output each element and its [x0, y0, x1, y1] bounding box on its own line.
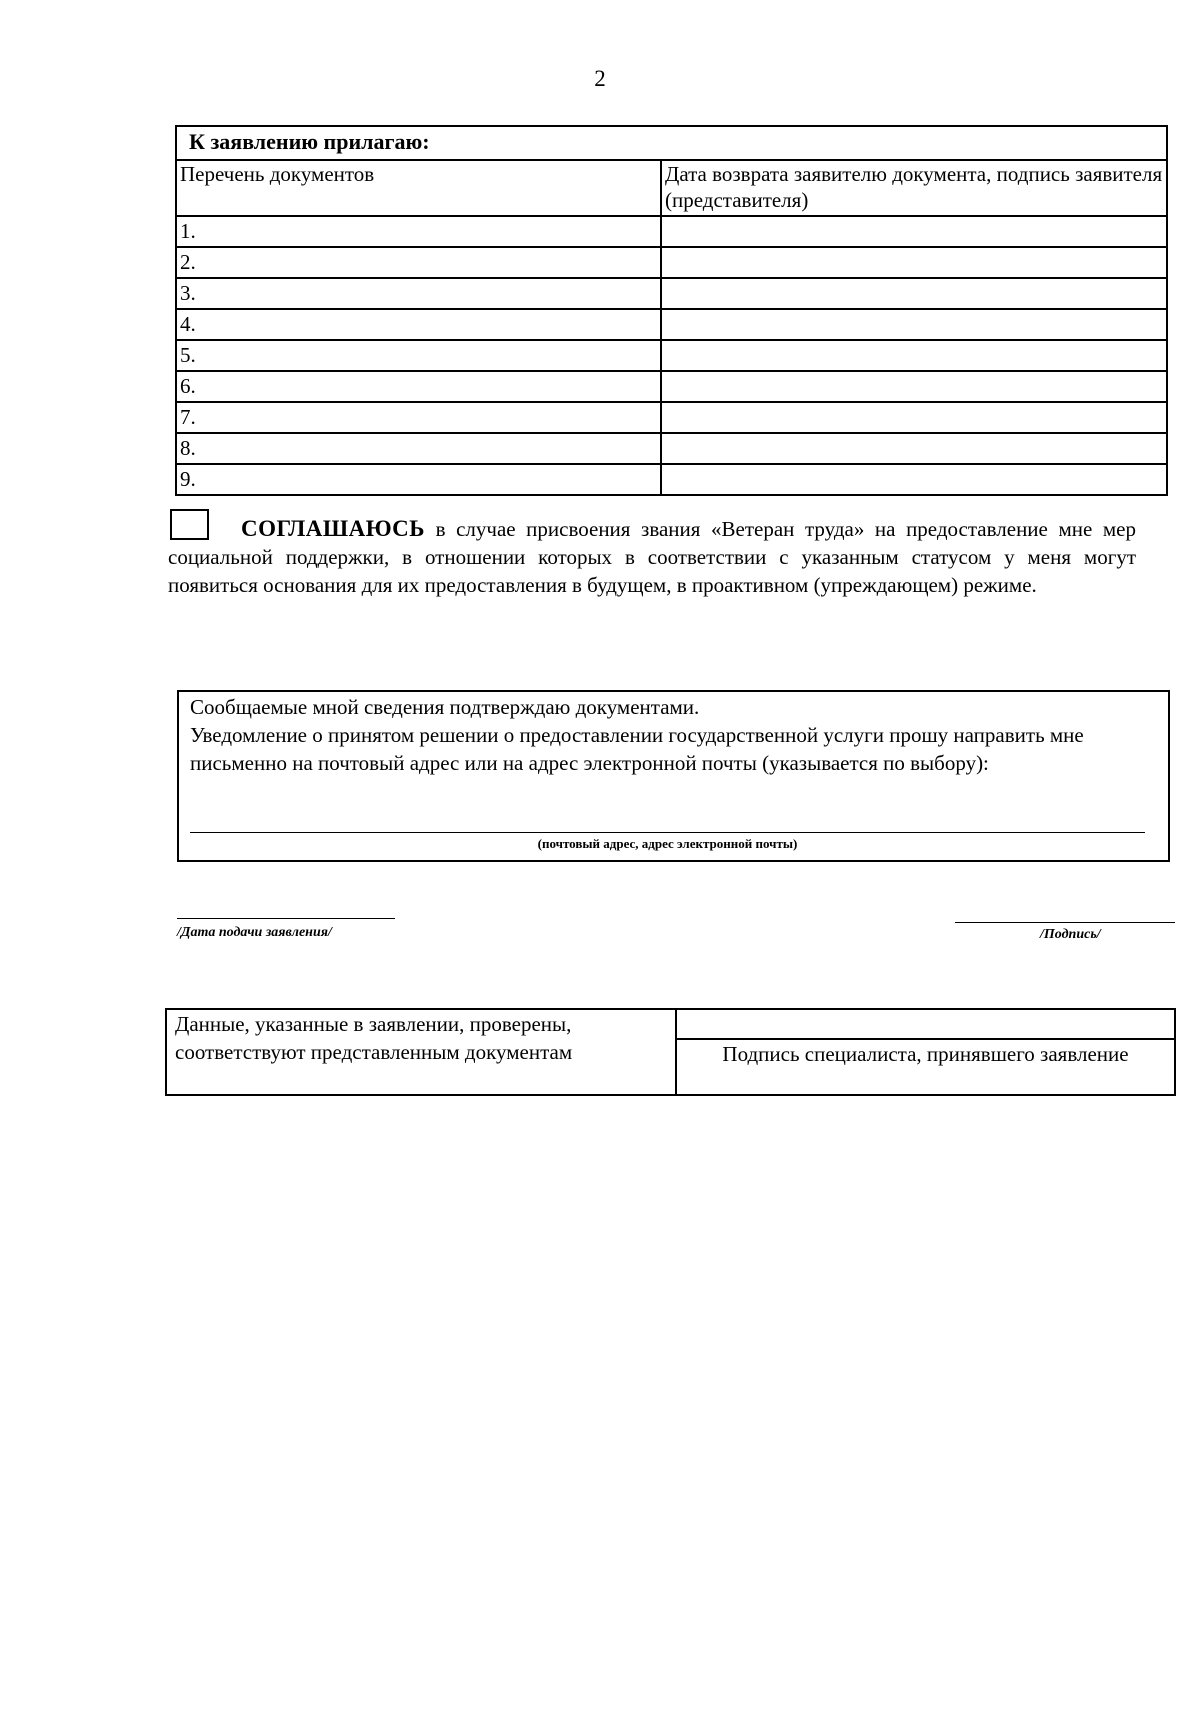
consent-paragraph: [168, 515, 1136, 599]
specialist-signature-caption: Подпись специалиста, принявшего заявление: [676, 1039, 1175, 1095]
row-number: 4.: [176, 309, 661, 340]
row-number: 7.: [176, 402, 661, 433]
notification-request-text: Уведомление о принятом решении о предоставлении государственной услуги прошу направить мне письменно на почтовый адрес или на адрес электронной почты (указывается по выбору):: [190, 723, 1084, 775]
row-number: 2.: [176, 247, 661, 278]
signature-field[interactable]: [955, 922, 1175, 923]
consent-text: в случае присвоения звания «Ветеран труда» на предоставление мне мер социальной поддержки, в отношении которых в соответствии с указанным статусом у меня могут появиться основания для их предоставления в будущем, в проактивном (упреждающем) режиме.: [168, 517, 1136, 597]
documents-confirmation-text: Сообщаемые мной сведения подтверждаю документами.: [190, 695, 700, 719]
row-return-cell[interactable]: [661, 433, 1167, 464]
signature-caption: /Подпись/: [1040, 927, 1101, 942]
table-row: [176, 309, 1167, 340]
verification-table: [165, 1008, 1176, 1096]
row-return-cell[interactable]: [661, 247, 1167, 278]
row-return-cell[interactable]: [661, 402, 1167, 433]
table-row: [176, 340, 1167, 371]
consent-keyword: СОГЛАШАЮСЬ: [241, 516, 425, 541]
row-return-cell[interactable]: [661, 340, 1167, 371]
page-number: 2: [594, 66, 606, 91]
table-row: [176, 464, 1167, 495]
date-field[interactable]: [177, 918, 395, 919]
row-return-cell[interactable]: [661, 309, 1167, 340]
row-number: 5.: [176, 340, 661, 371]
column-header-documents: Перечень документов: [176, 160, 661, 216]
table-row: [176, 278, 1167, 309]
address-caption: (почтовый адрес, адрес электронной почты): [537, 836, 798, 851]
address-field[interactable]: [190, 832, 1145, 833]
verification-text: Данные, указанные в заявлении, проверены, соответствуют представленным документам: [166, 1009, 676, 1095]
notification-text: [190, 693, 1140, 777]
table-row: [176, 433, 1167, 464]
table-row: [176, 216, 1167, 247]
table-row: [176, 247, 1167, 278]
row-return-cell[interactable]: [661, 278, 1167, 309]
table-row: [176, 402, 1167, 433]
row-number: 8.: [176, 433, 661, 464]
date-caption: /Дата подачи заявления/: [177, 925, 332, 940]
row-number: 3.: [176, 278, 661, 309]
row-return-cell[interactable]: [661, 371, 1167, 402]
row-number: 9.: [176, 464, 661, 495]
table-row: [176, 371, 1167, 402]
attachments-table: [175, 125, 1168, 496]
row-number: 6.: [176, 371, 661, 402]
row-number: 1.: [176, 216, 661, 247]
row-return-cell[interactable]: [661, 216, 1167, 247]
attachments-title: К заявлению прилагаю:: [176, 126, 1167, 160]
specialist-signature-field[interactable]: [676, 1009, 1175, 1039]
column-header-return-date: Дата возврата заявителю документа, подпись заявителя (представителя): [661, 160, 1167, 216]
row-return-cell[interactable]: [661, 464, 1167, 495]
